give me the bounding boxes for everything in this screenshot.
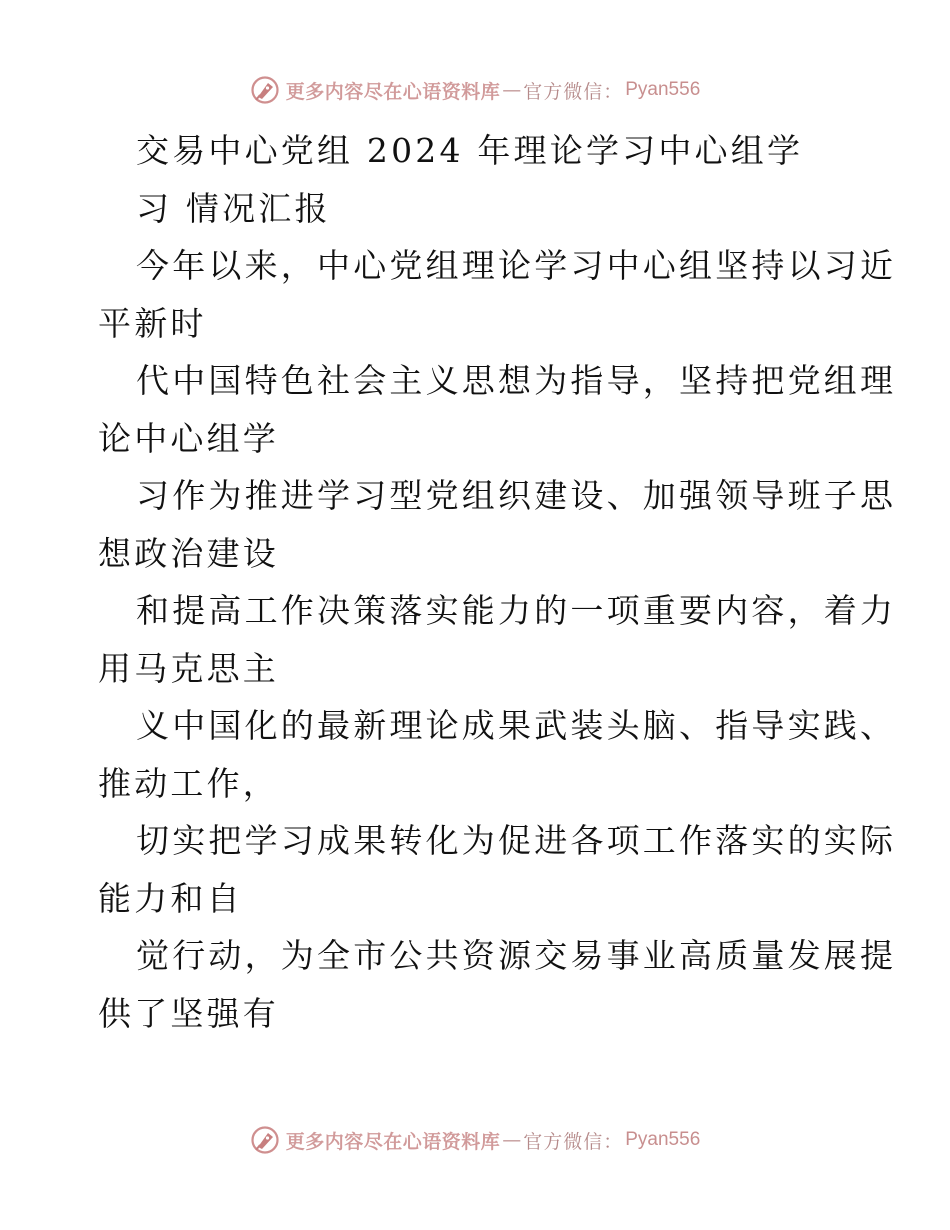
pen-nib-logo-icon <box>250 1125 280 1155</box>
paragraph-line: 能力和自 <box>98 878 243 918</box>
paragraph-line: 推动工作， <box>98 763 279 803</box>
paragraph-line: 供了坚强有 <box>98 993 279 1033</box>
watermark-site-text: 更多内容尽在心语资料库 <box>285 1130 501 1153</box>
watermark-separator: — <box>502 1129 522 1151</box>
watermark-wechat-label: 官方微信： <box>523 80 624 103</box>
pen-nib-logo-icon <box>250 75 280 105</box>
paragraph-line: 平新时 <box>98 303 207 343</box>
paragraph-line: 习作为推进学习型党组织建设、加强领导班子思 <box>136 476 897 515</box>
paragraph-line: 觉行动，为全市公共资源交易事业高质量发展提 <box>136 936 897 975</box>
watermark-wechat-id: Pyan556 <box>625 1129 701 1150</box>
watermark-separator: — <box>502 79 522 101</box>
paragraph-line: 切实把学习成果转化为促进各项工作落实的实际 <box>136 821 897 860</box>
paragraph-line: 义中国化的最新理论成果武装头脑、指导实践、 <box>136 706 897 745</box>
document-title-line: 习 情况汇报 <box>136 188 331 228</box>
paragraph-line: 用马克思主 <box>98 648 279 688</box>
paragraph-line: 论中心组学 <box>98 418 279 458</box>
document-body <box>98 122 897 1042</box>
paragraph-line: 想政治建设 <box>98 533 279 573</box>
watermark-site-text: 更多内容尽在心语资料库 <box>285 80 501 103</box>
header-watermark <box>0 70 950 110</box>
footer-watermark <box>0 1120 950 1160</box>
paragraph-line: 今年以来，中心党组理论学习中心组坚持以习近 <box>136 246 897 285</box>
watermark-wechat-id: Pyan556 <box>625 79 701 100</box>
watermark-wechat-label: 官方微信： <box>523 1130 624 1153</box>
paragraph-line: 代中国特色社会主义思想为指导，坚持把党组理 <box>136 361 897 400</box>
document-title-line: 交易中心党组 2024 年理论学习中心组学 <box>136 131 804 170</box>
paragraph-line: 和提高工作决策落实能力的一项重要内容，着力 <box>136 591 897 630</box>
